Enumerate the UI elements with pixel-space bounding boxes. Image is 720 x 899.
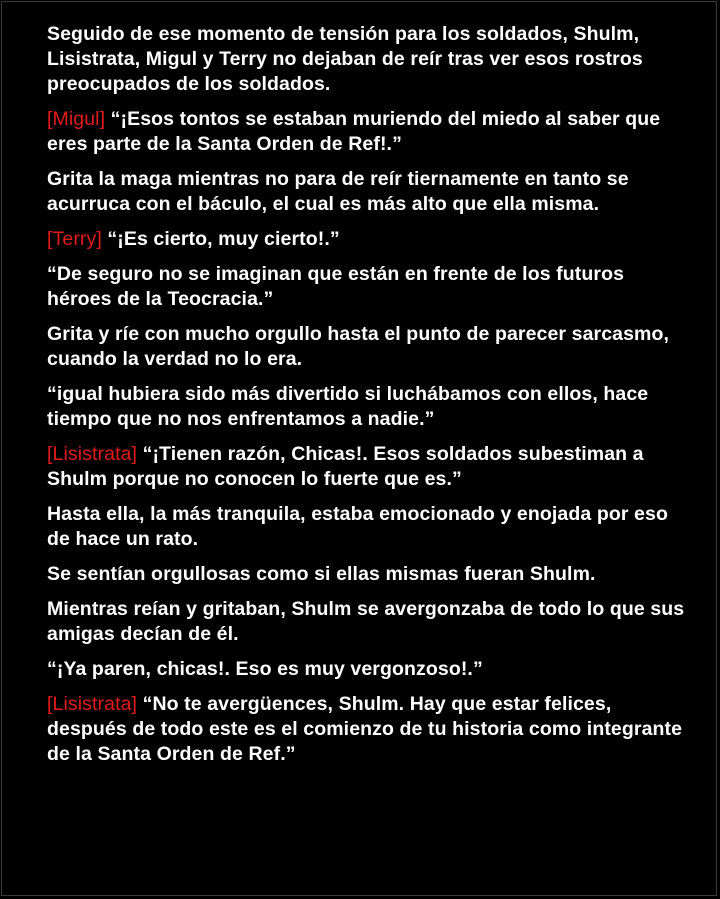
narration-text: Grita la maga mientras no para de reír tiernamente en tanto se acurruca con el báculo, el cual es más alto que ella misma. bbox=[47, 168, 629, 215]
paragraph-narration bbox=[47, 322, 687, 372]
narration-text: Mientras reían y gritaban, Shulm se avergonzaba de todo lo que sus amigas decían de él. bbox=[47, 598, 685, 645]
paragraph-dialogue bbox=[47, 692, 687, 767]
paragraph-dialogue bbox=[47, 227, 687, 252]
speaker-tag: [Terry] bbox=[47, 228, 102, 250]
dialogue-text: “igual hubiera sido más divertido si luchábamos con ellos, hace tiempo que no nos enfrentamos a nadie.” bbox=[47, 383, 649, 430]
speaker-tag: [Lisistrata] bbox=[47, 693, 138, 715]
dialogue-text: “De seguro no se imaginan que están en frente de los futuros héroes de la Teocracia.” bbox=[47, 263, 625, 310]
paragraph-dialogue bbox=[47, 442, 687, 492]
paragraph-narration bbox=[47, 597, 687, 647]
dialogue-text: “¡Esos tontos se estaban muriendo del miedo al saber que eres parte de la Santa Orden de Ref!.” bbox=[47, 108, 661, 155]
narration-text: Seguido de ese momento de tensión para los soldados, Shulm, Lisistrata, Migul y Terry no dejaban de reír tras ver esos rostros preocupados de los soldados. bbox=[47, 23, 643, 95]
paragraph-dialogue bbox=[47, 107, 687, 157]
narration-text: Grita y ríe con mucho orgullo hasta el punto de parecer sarcasmo, cuando la verdad no lo era. bbox=[47, 323, 670, 370]
dialogue-text: “No te avergüences, Shulm. Hay que estar felices, después de todo este es el comienzo de tu historia como integrante de la Santa Orden de Ref.” bbox=[47, 693, 683, 765]
paragraph-dialogue bbox=[47, 382, 687, 432]
narration-text: Hasta ella, la más tranquila, estaba emocionado y enojada por eso de hace un rato. bbox=[47, 503, 668, 550]
paragraph-narration bbox=[47, 22, 687, 97]
dialogue-text: “¡Ya paren, chicas!. Eso es muy vergonzoso!.” bbox=[47, 658, 483, 680]
page-frame bbox=[1, 1, 717, 896]
paragraph-narration bbox=[47, 562, 687, 587]
paragraph-narration bbox=[47, 502, 687, 552]
narration-text: Se sentían orgullosas como si ellas mismas fueran Shulm. bbox=[47, 563, 596, 585]
story-text bbox=[47, 22, 687, 777]
speaker-tag: [Migul] bbox=[47, 108, 106, 130]
paragraph-dialogue bbox=[47, 262, 687, 312]
dialogue-text: “¡Tienen razón, Chicas!. Esos soldados subestiman a Shulm porque no conocen lo fuerte que es.” bbox=[47, 443, 644, 490]
speaker-tag: [Lisistrata] bbox=[47, 443, 138, 465]
dialogue-text: “¡Es cierto, muy cierto!.” bbox=[101, 228, 340, 250]
paragraph-narration bbox=[47, 167, 687, 217]
paragraph-dialogue bbox=[47, 657, 687, 682]
